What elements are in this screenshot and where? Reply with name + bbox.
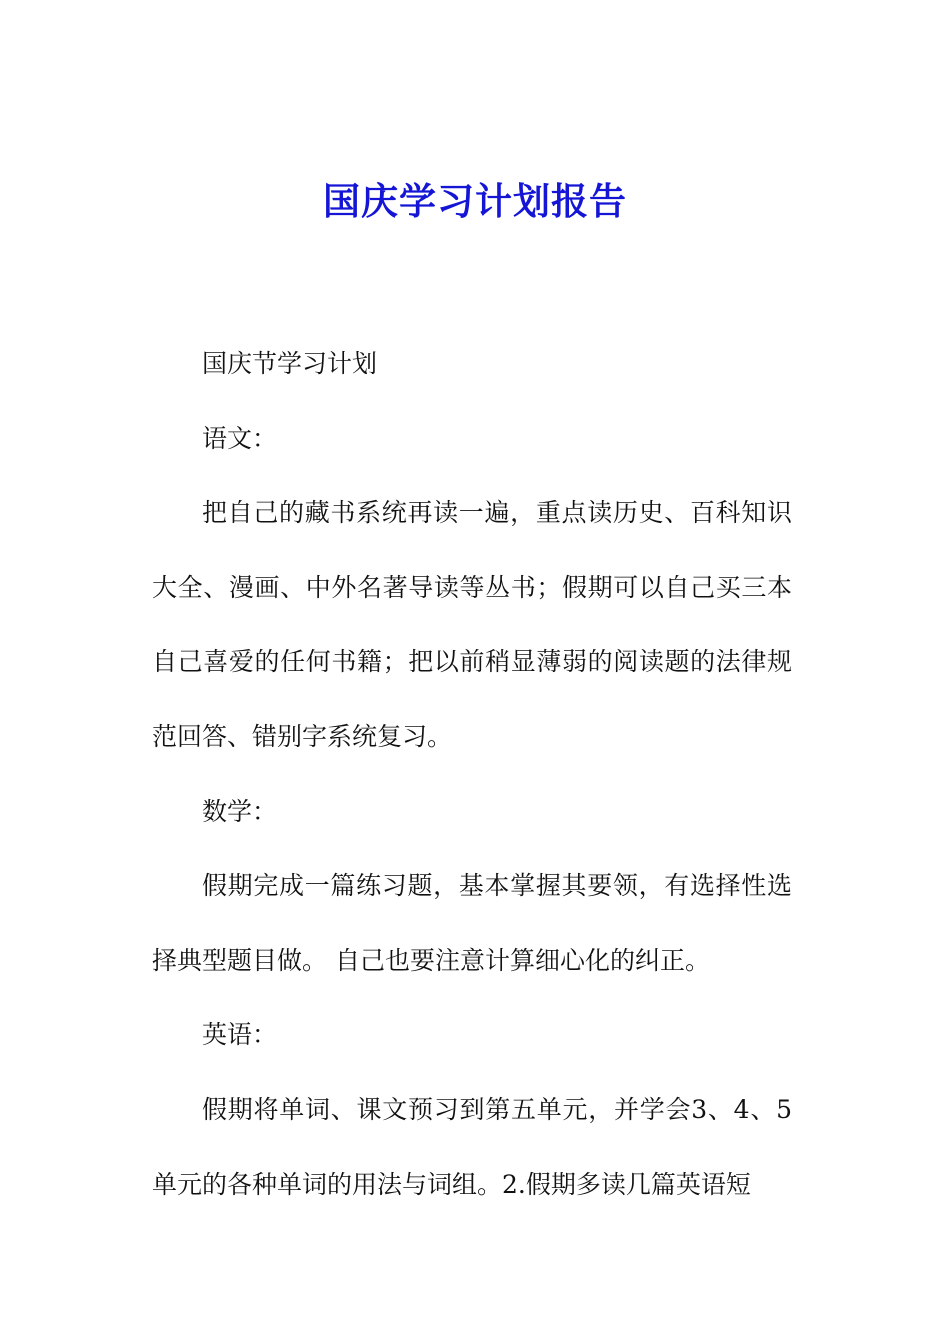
paragraph-chinese-plan: 把自己的藏书系统再读一遍，重点读历史、百科知识大全、漫画、中外名著导读等丛书；假期可以自己买三本自己喜爱的任何书籍；把以前稍显薄弱的阅读题的法律规范回答、错别字系统复习。 (152, 498, 792, 751)
heading-chinese: 语文： (202, 423, 278, 453)
heading-math: 数学： (202, 796, 278, 826)
paragraph-english-plan: 假期将单词、课文预习到第五单元，并学会3、4、5单元的各种单词的用法与词组。2.假期多读几篇英语短 (152, 1094, 792, 1199)
document-body (152, 327, 792, 1222)
document-title: 国庆学习计划报告 (323, 180, 627, 223)
paragraph-math-plan: 假期完成一篇练习题，基本掌握其要领，有选择性选择典型题目做。 自己也要注意计算细心化的纠正。 (152, 871, 792, 975)
heading-plan: 国庆节学习计划 (202, 349, 378, 378)
heading-english: 英语： (202, 1020, 278, 1050)
